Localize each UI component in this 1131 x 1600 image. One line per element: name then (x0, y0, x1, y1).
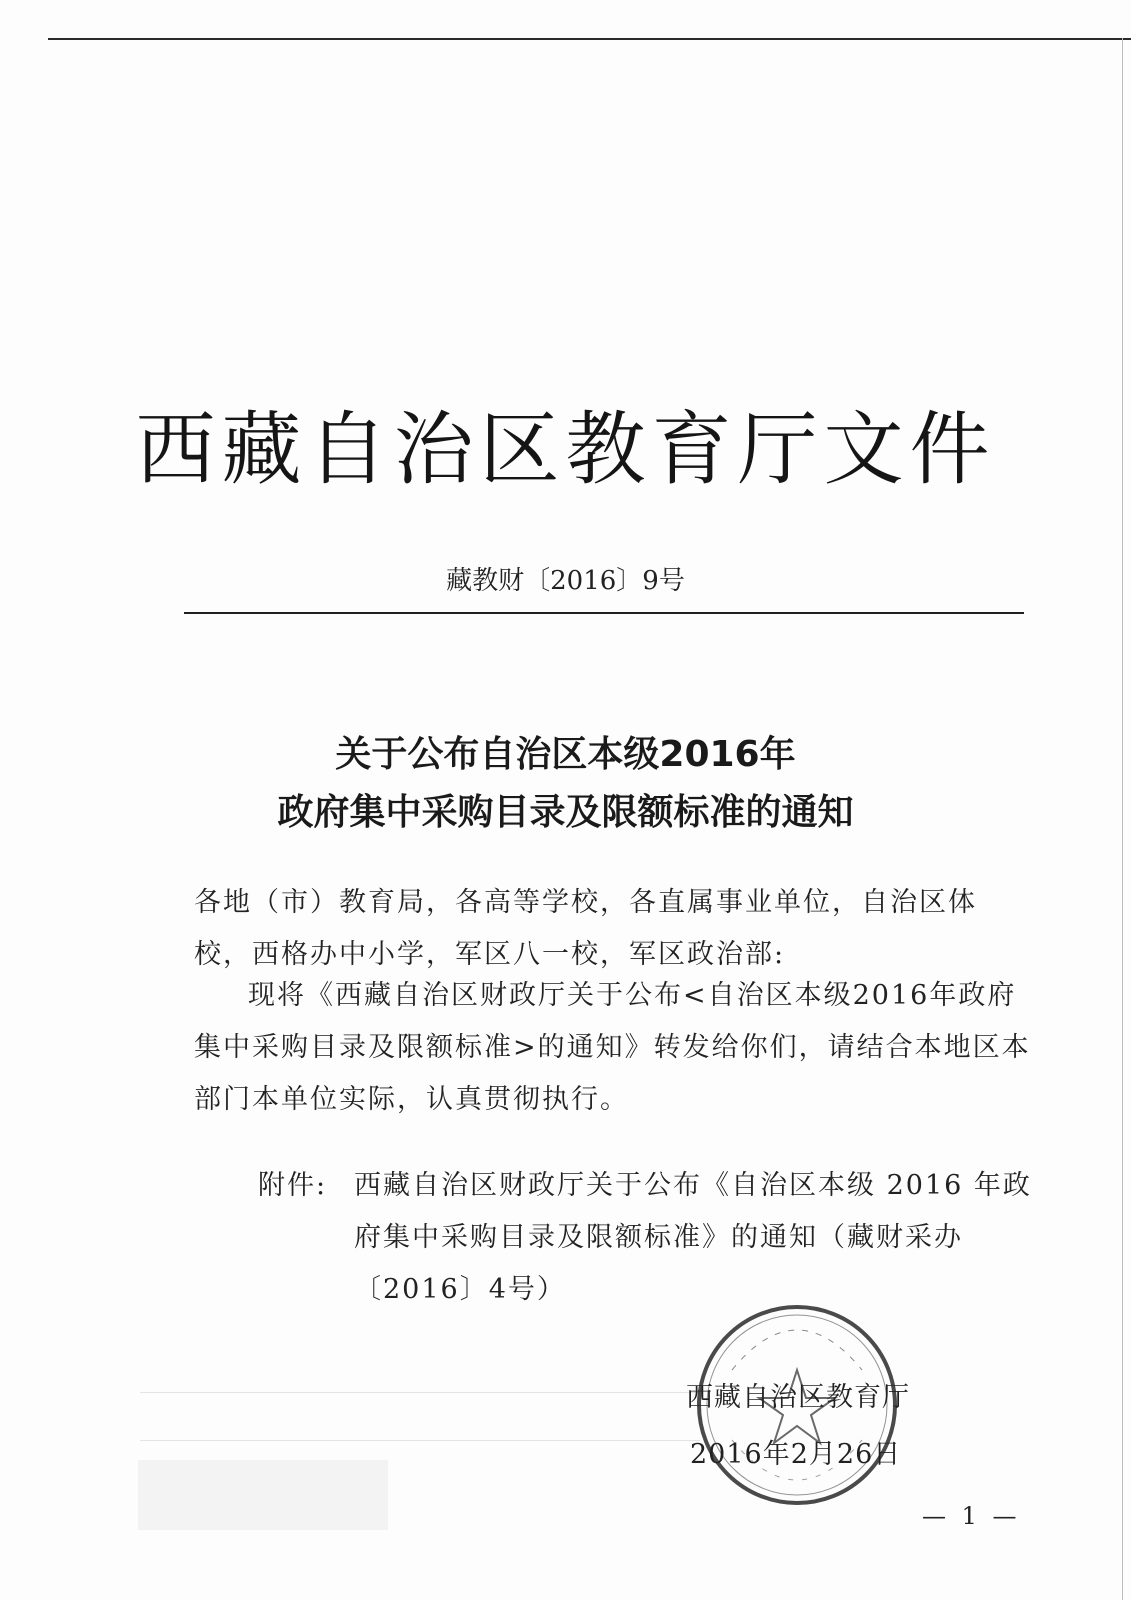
document-number: 藏教财〔2016〕9号 (446, 566, 685, 596)
attachment-text: 西藏自治区财政厅关于公布《自治区本级 2016 年政府集中采购目录及限额标准》的通知（藏财采办〔2016〕4号） (354, 1170, 1032, 1305)
attachment-block (258, 1160, 1038, 1316)
scan-artifact-line (140, 1392, 700, 1393)
body-paragraph: 现将《西藏自治区财政厅关于公布<自治区本级2016年政府集中采购目录及限额标准>的通知》转发给你们，请结合本地区本部门本单位实际，认真贯彻执行。 (194, 980, 1031, 1115)
notice-title-line-2: 政府集中采购目录及限额标准的通知 (277, 792, 854, 833)
scan-artifact-smudge (138, 1460, 388, 1530)
attachment-label: 附件: (258, 1170, 328, 1201)
top-border-line (48, 38, 1131, 40)
issuing-authority: 西藏自治区教育厅 (686, 1382, 910, 1413)
issue-date: 2016年2月26日 (690, 1439, 902, 1470)
header-separator-rule (184, 612, 1024, 614)
scan-artifact-line (140, 1440, 700, 1441)
page-number: — 1 — (922, 1502, 1021, 1530)
notice-title-line-1: 关于公布自治区本级2016年 (335, 734, 796, 775)
notice-title (0, 726, 1131, 842)
document-header-title: 西藏自治区教育厅文件 (135, 403, 996, 496)
addressee-paragraph: 各地（市）教育局，各高等学校，各直属事业单位，自治区体校，西格办中小学，军区八一校，军区政治部: (194, 887, 977, 970)
